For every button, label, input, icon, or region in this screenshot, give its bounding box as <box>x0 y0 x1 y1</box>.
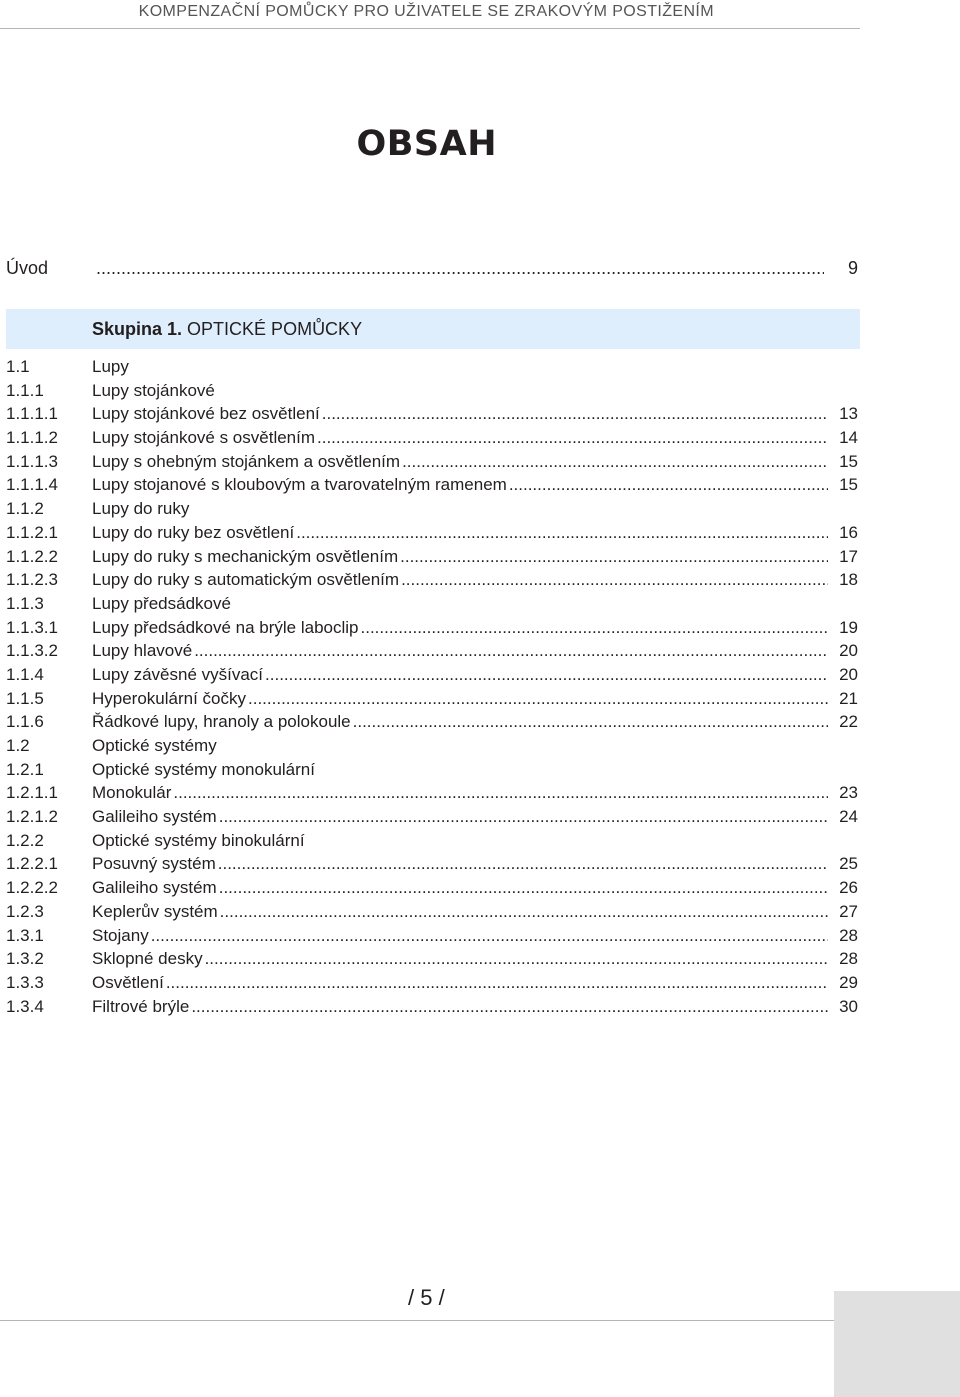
footer-box <box>834 1291 960 1397</box>
toc-entry <box>6 450 858 474</box>
toc-entry-title: Sklopné desky <box>92 949 203 969</box>
toc-entry-page: 20 <box>839 664 858 684</box>
toc-entry <box>6 900 858 924</box>
toc-entry <box>6 947 858 971</box>
toc-entry-title: Osvětlení <box>92 972 164 992</box>
toc-entry-title: Lupy hlavové <box>92 641 193 661</box>
toc-entry-title: Optické systémy binokulární <box>92 830 305 850</box>
toc-entry-title: Lupy stojánkové <box>92 380 215 400</box>
dot-leader <box>96 258 824 279</box>
toc-entry-number: 1.3.2 <box>6 949 44 969</box>
toc-entry-number: 1.1.1.3 <box>6 451 58 471</box>
toc-entry-page: 15 <box>839 475 858 495</box>
dot-leader <box>173 781 828 805</box>
toc-entry-number: 1.2.2.1 <box>6 854 58 874</box>
dot-leader <box>219 805 828 829</box>
toc-entry-number: 1.3.3 <box>6 972 44 992</box>
toc-entry-number: 1.2 <box>6 736 30 755</box>
dot-leader <box>509 473 828 497</box>
toc-entry-page: 19 <box>839 617 858 637</box>
toc-entry-title: Lupy s ohebným stojánkem a osvětlením <box>92 451 401 471</box>
toc-entry-page: 22 <box>839 712 858 732</box>
toc-entry-title: Lupy stojánkové bez osvětlení <box>92 404 320 424</box>
toc-entry <box>6 663 858 687</box>
toc-entry-title: Posuvný systém <box>92 854 216 874</box>
toc-entry-title: Lupy předsádkové <box>92 593 231 613</box>
toc-entry-number: 1.1.4 <box>6 664 44 684</box>
toc-entry <box>6 829 858 853</box>
toc-entry-title: Optické systémy monokulární <box>92 759 315 779</box>
toc-entry-number: 1.1.3.2 <box>6 641 58 661</box>
toc-entry <box>6 781 858 805</box>
toc-entry-number: 1.1.2.3 <box>6 570 58 590</box>
toc-entry-number: 1.1.3 <box>6 593 44 613</box>
toc-entry <box>6 639 858 663</box>
toc-entry-page: 17 <box>839 546 858 566</box>
toc-entry-title: Lupy do ruky <box>92 499 190 519</box>
dot-leader <box>361 616 828 640</box>
toc-entry <box>6 426 858 450</box>
header-text: KOMPENZAČNÍ POMŮCKY PRO UŽIVATELE SE ZRAKOVÝM POSTIŽENÍM <box>138 3 714 20</box>
toc-entry-number: 1.1.1 <box>6 380 44 400</box>
toc-entry-page: 13 <box>839 404 858 424</box>
toc-entry-number: 1.1.1.1 <box>6 404 58 424</box>
toc-entry-page: 29 <box>839 972 858 992</box>
page-title: OBSAH <box>356 124 497 164</box>
toc-entry-title: Galileiho systém <box>92 807 217 827</box>
toc-entry <box>6 592 858 616</box>
toc-entry-title: Stojany <box>92 925 149 945</box>
group-prefix: Skupina 1. <box>92 319 183 339</box>
toc-entry-number: 1.2.2 <box>6 830 44 850</box>
toc-entry-page: 26 <box>839 878 858 898</box>
dot-leader <box>317 426 828 450</box>
toc-entry-page: 25 <box>839 854 858 874</box>
toc-entry <box>6 379 858 403</box>
toc-entry-number: 1.2.1.2 <box>6 807 58 827</box>
toc-entry-number: 1.1.2.1 <box>6 522 58 542</box>
toc-entry <box>6 710 858 734</box>
toc-entry <box>6 521 858 545</box>
toc-entry-page: 18 <box>839 570 858 590</box>
toc-entry-number: 1.2.1 <box>6 759 44 779</box>
toc-entry <box>6 924 858 948</box>
toc-entry <box>6 355 858 379</box>
toc-entry-title: Lupy do ruky bez osvětlení <box>92 522 295 542</box>
toc-entry-page: 24 <box>839 807 858 827</box>
toc-entry-title: Lupy do ruky s automatickým osvětlením <box>92 570 400 590</box>
dot-leader <box>248 687 828 711</box>
footer-divider <box>0 1320 834 1321</box>
toc-entry-title: Filtrové brýle <box>92 996 190 1016</box>
toc-entry-title: Keplerův systém <box>92 901 218 921</box>
toc-entry <box>6 497 858 521</box>
group-heading <box>6 309 860 349</box>
group-name: OPTICKÉ POMŮCKY <box>187 319 363 339</box>
toc-entry-page: 23 <box>839 783 858 803</box>
toc-entry-number: 1.3.1 <box>6 925 44 945</box>
toc-entry-title: Monokulár <box>92 783 172 803</box>
toc-entry <box>6 758 858 782</box>
toc-entry <box>6 734 858 758</box>
toc-entry-number: 1.1.5 <box>6 688 44 708</box>
toc-entry-title: Lupy do ruky s mechanickým osvětlením <box>92 546 399 566</box>
toc-entry-number: 1.1.1.2 <box>6 428 58 448</box>
toc-list <box>6 355 858 1018</box>
dot-leader <box>194 639 828 663</box>
toc-entry-number: 1.2.2.2 <box>6 878 58 898</box>
toc-entry-number: 1.1 <box>6 357 30 376</box>
toc-entry <box>6 805 858 829</box>
intro-page: 9 <box>847 258 858 278</box>
dot-leader <box>205 947 828 971</box>
toc-intro-row <box>6 258 858 286</box>
toc-entry-page: 15 <box>839 451 858 471</box>
dot-leader <box>191 995 828 1019</box>
toc-entry <box>6 616 858 640</box>
dot-leader <box>353 710 828 734</box>
toc-entry-page: 21 <box>839 688 858 708</box>
toc-entry <box>6 473 858 497</box>
toc-entry-title: Lupy stojánkové s osvětlením <box>92 428 316 448</box>
toc-entry-number: 1.1.6 <box>6 712 44 732</box>
toc-entry <box>6 852 858 876</box>
toc-entry-title: Optické systémy <box>92 736 217 755</box>
toc-entry-number: 1.1.2.2 <box>6 546 58 566</box>
toc-entry <box>6 687 858 711</box>
toc-entry-title: Lupy <box>92 357 129 376</box>
toc-entry <box>6 876 858 900</box>
intro-label: Úvod <box>6 258 49 278</box>
toc-entry-page: 14 <box>839 428 858 448</box>
toc-entry-number: 1.2.3 <box>6 901 44 921</box>
toc-entry-title: Řádkové lupy, hranoly a polokoule <box>92 712 351 732</box>
toc-entry-page: 28 <box>839 949 858 969</box>
toc-entry-page: 20 <box>839 641 858 661</box>
toc-entry-title: Hyperokulární čočky <box>92 688 247 708</box>
dot-leader <box>218 852 828 876</box>
toc-entry-page: 16 <box>839 522 858 542</box>
dot-leader <box>296 521 828 545</box>
toc-entry-number: 1.2.1.1 <box>6 783 58 803</box>
toc-entry <box>6 568 858 592</box>
dot-leader <box>322 402 828 426</box>
toc-entry <box>6 402 858 426</box>
dot-leader <box>166 971 828 995</box>
dot-leader <box>401 568 828 592</box>
page-number: / 5 / <box>408 1285 445 1310</box>
toc-entry-page: 28 <box>839 925 858 945</box>
toc-entry <box>6 545 858 569</box>
toc-entry-number: 1.1.2 <box>6 499 44 519</box>
toc-entry <box>6 971 858 995</box>
toc-entry-number: 1.3.4 <box>6 996 44 1016</box>
toc-entry-title: Lupy předsádkové na brýle laboclip <box>92 617 359 637</box>
toc-entry-title: Lupy závěsné vyšívací <box>92 664 264 684</box>
dot-leader <box>151 924 828 948</box>
toc-entry-number: 1.1.3.1 <box>6 617 58 637</box>
toc-entry-page: 27 <box>839 901 858 921</box>
toc-entry-title: Galileiho systém <box>92 878 217 898</box>
dot-leader <box>220 900 828 924</box>
toc-entry-title: Lupy stojanové s kloubovým a tvarovatelným ramenem <box>92 475 507 495</box>
dot-leader <box>265 663 828 687</box>
dot-leader <box>402 450 828 474</box>
toc-entry-number: 1.1.1.4 <box>6 475 58 495</box>
running-header <box>0 0 860 29</box>
dot-leader <box>219 876 828 900</box>
group-title <box>92 319 362 340</box>
toc-entry <box>6 995 858 1019</box>
dot-leader <box>400 545 828 569</box>
toc-entry-page: 30 <box>839 996 858 1016</box>
